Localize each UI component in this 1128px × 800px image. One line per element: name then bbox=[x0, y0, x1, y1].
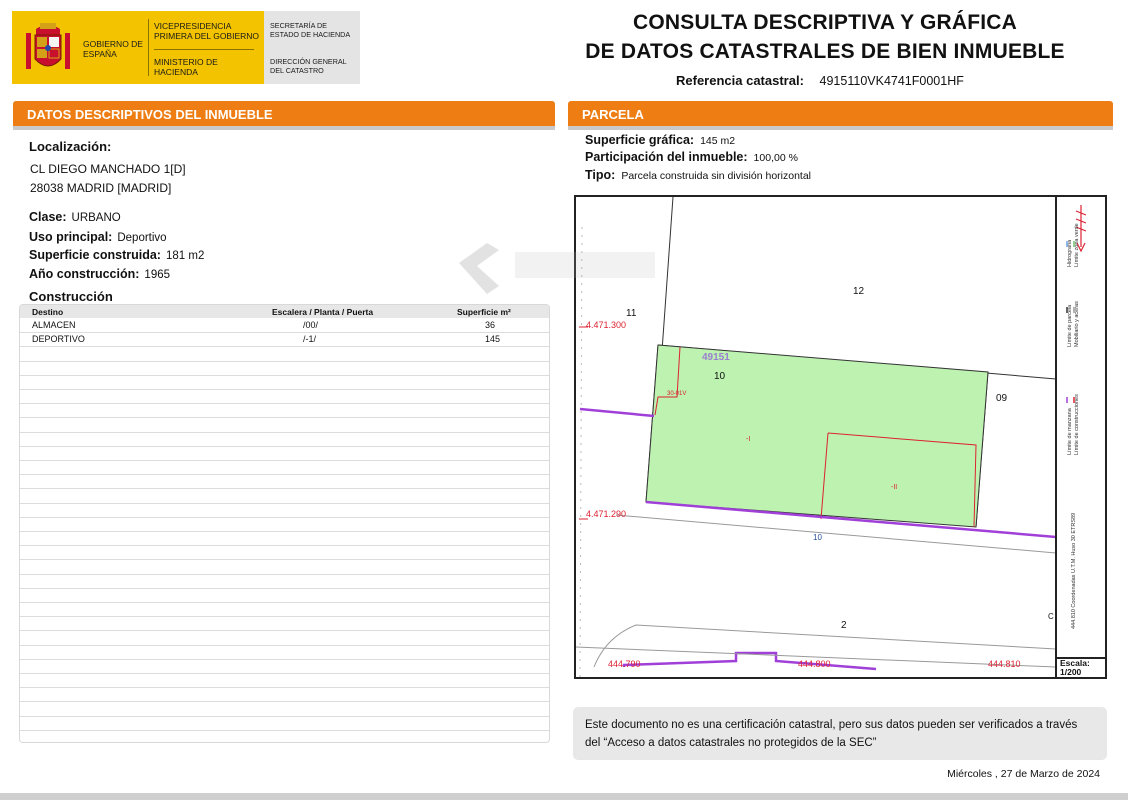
government-logo-block bbox=[12, 11, 360, 84]
table-row-divider bbox=[20, 389, 549, 390]
table-cell-destino: DEPORTIVO bbox=[32, 334, 85, 345]
parcela-sup-value: 145 m2 bbox=[700, 135, 736, 147]
referencia-catastral-row bbox=[676, 73, 964, 88]
parcel-polygon bbox=[646, 345, 988, 527]
address-line-2: 28038 MADRID [MADRID] bbox=[30, 181, 172, 195]
map-label: 10 bbox=[714, 371, 726, 382]
uso-value: Deportivo bbox=[117, 232, 167, 244]
table-row-divider bbox=[20, 375, 549, 376]
document-date: Miércoles , 27 de Marzo de 2024 bbox=[947, 768, 1100, 780]
coord-y-bottom: 4.471.290 bbox=[586, 509, 627, 519]
table-row-divider bbox=[20, 645, 549, 646]
table-row-divider bbox=[20, 701, 549, 702]
direccion-text: DIRECCIÓN GENERAL DEL CATASTRO bbox=[270, 57, 347, 75]
construccion-label: Construcción bbox=[29, 289, 113, 304]
bottom-strip bbox=[0, 793, 1128, 800]
ministerio-text: MINISTERIO DE HACIENDA bbox=[154, 57, 218, 77]
table-row-divider bbox=[20, 602, 549, 603]
construction-table bbox=[19, 304, 550, 743]
table-row-divider bbox=[20, 730, 549, 731]
table-row-divider bbox=[20, 716, 549, 717]
logo-divider-horizontal bbox=[154, 49, 254, 50]
map-label: 11 bbox=[626, 308, 637, 319]
secretaria-text: SECRETARÍA DE ESTADO DE HACIENDA bbox=[270, 21, 351, 39]
legend-item: Límite zona verde bbox=[1074, 223, 1080, 267]
col-superficie: Superficie m² bbox=[457, 307, 511, 317]
table-row-divider bbox=[20, 432, 549, 433]
anio-value: 1965 bbox=[144, 269, 171, 281]
table-row-divider bbox=[20, 616, 549, 617]
map-unit-label: -II bbox=[891, 484, 898, 491]
legend-item: Límite de construcciones bbox=[1074, 394, 1080, 455]
logo-divider bbox=[148, 19, 149, 76]
scale-label: Escala: bbox=[1060, 658, 1090, 668]
map-parcel-id: 49151 bbox=[702, 352, 730, 363]
clase-label: Clase: bbox=[29, 210, 67, 224]
parcela-participacion-row bbox=[585, 148, 798, 166]
uso-label: Uso principal: bbox=[29, 230, 113, 244]
coat-of-arms-icon bbox=[22, 19, 74, 77]
logo-yellow-panel bbox=[12, 11, 264, 84]
col-planta: Escalera / Planta / Puerta bbox=[272, 307, 374, 317]
table-row-divider bbox=[20, 588, 549, 589]
scale-box bbox=[1055, 657, 1105, 677]
section-header-descriptive: DATOS DESCRIPTIVOS DEL INMUEBLE bbox=[13, 101, 555, 126]
document-title-line2: DE DATOS CATASTRALES DE BIEN INMUEBLE bbox=[585, 40, 1065, 63]
map-subcode: 30-01V bbox=[667, 391, 687, 397]
table-row-divider bbox=[20, 574, 549, 575]
legend-item: Límite de parcela bbox=[1067, 304, 1073, 347]
ref-value: 4915110VK4741F0001HF bbox=[819, 74, 964, 88]
table-row-divider bbox=[20, 460, 549, 461]
superficie-label: Superficie construida: bbox=[29, 248, 161, 262]
table-row-divider bbox=[20, 474, 549, 475]
table-row-divider bbox=[20, 332, 549, 333]
table-row-divider bbox=[20, 488, 549, 489]
construction-table-header bbox=[20, 305, 549, 318]
uso-row bbox=[29, 228, 167, 246]
address-line-1: CL DIEGO MANCHADO 1[D] bbox=[30, 162, 186, 176]
map-label: 10 bbox=[813, 533, 822, 542]
block-limit-line bbox=[580, 409, 654, 416]
table-cell-planta: /00/ bbox=[303, 320, 319, 330]
table-row-divider bbox=[20, 559, 549, 560]
table-cell-planta: /-1/ bbox=[303, 334, 317, 345]
map-legend bbox=[1055, 197, 1105, 659]
table-row-divider bbox=[20, 517, 549, 518]
parcela-part-label: Participación del inmueble: bbox=[585, 150, 748, 164]
table-row-divider bbox=[20, 361, 549, 362]
map-label: 09 bbox=[996, 393, 1008, 404]
localizacion-label: Localización: bbox=[29, 139, 112, 154]
legend-svg bbox=[1057, 197, 1105, 659]
section-header-parcela: PARCELA bbox=[568, 101, 1113, 126]
ref-label: Referencia catastral: bbox=[676, 73, 804, 88]
table-row-divider bbox=[20, 659, 549, 660]
table-row-divider bbox=[20, 673, 549, 674]
table-row-divider bbox=[20, 503, 549, 504]
anio-row bbox=[29, 265, 170, 283]
legend-item: Límite de manzana bbox=[1067, 408, 1073, 455]
parcela-tipo-value: Parcela construida sin división horizontal bbox=[621, 170, 812, 182]
table-row-divider bbox=[20, 446, 549, 447]
table-row-divider bbox=[20, 545, 549, 546]
legend-item: Hidrografía bbox=[1067, 239, 1073, 267]
table-row-divider bbox=[20, 630, 549, 631]
disclaimer-box: Este documento no es una certificación catastral, pero sus datos pueden ser verificados a través del “Acceso a datos catastrales no protegidos de la SEC” bbox=[573, 707, 1107, 760]
coord-x-mid: 444.800 bbox=[798, 659, 831, 669]
table-cell-superficie: 145 bbox=[485, 334, 501, 345]
watermark-logo-icon bbox=[457, 238, 667, 298]
map-unit-label: -I bbox=[746, 436, 751, 443]
coord-y-top: 4.471.300 bbox=[586, 320, 627, 330]
legend-item: Mobiliario y aceras bbox=[1074, 301, 1080, 347]
parcela-sup-label: Superficie gráfica: bbox=[585, 133, 695, 147]
table-row-divider bbox=[20, 417, 549, 418]
utm-note: 444.810 Coordenadas U.T.M. Huso 30 ETRS89 bbox=[1071, 512, 1077, 629]
superficie-row bbox=[29, 246, 204, 264]
clase-row bbox=[29, 208, 121, 226]
parcela-superficie-row bbox=[585, 131, 735, 149]
document-title-line1: CONSULTA DESCRIPTIVA Y GRÁFICA bbox=[632, 11, 1018, 34]
block-limit-line bbox=[624, 653, 876, 669]
table-row-divider bbox=[20, 346, 549, 347]
parcela-tipo-row bbox=[585, 166, 811, 184]
vicepresidencia-text: VICEPRESIDENCIA PRIMERA DEL GOBIERNO bbox=[154, 21, 260, 41]
table-row-divider bbox=[20, 687, 549, 688]
parcela-tipo-label: Tipo: bbox=[585, 168, 616, 182]
map-label: 2 bbox=[841, 620, 847, 631]
superficie-value: 181 m2 bbox=[165, 250, 205, 262]
coord-x-right: 444.810 bbox=[988, 659, 1021, 669]
logo-gray-panel bbox=[264, 11, 360, 84]
coord-x-left: 444.790 bbox=[608, 659, 641, 669]
clase-value: URBANO bbox=[71, 212, 121, 224]
map-label: 12 bbox=[853, 286, 865, 297]
table-cell-superficie: 36 bbox=[485, 320, 496, 330]
parcela-part-value: 100,00 % bbox=[753, 152, 798, 164]
table-row-divider bbox=[20, 403, 549, 404]
table-row-divider bbox=[20, 531, 549, 532]
scale-value: 1/200 bbox=[1060, 667, 1082, 677]
gobierno-espana-text: GOBIERNO DE ESPAÑA bbox=[83, 39, 143, 59]
table-cell-destino: ALMACEN bbox=[32, 320, 76, 330]
anio-label: Año construcción: bbox=[29, 267, 140, 281]
col-destino: Destino bbox=[32, 307, 64, 317]
map-label: C bbox=[1048, 612, 1054, 621]
